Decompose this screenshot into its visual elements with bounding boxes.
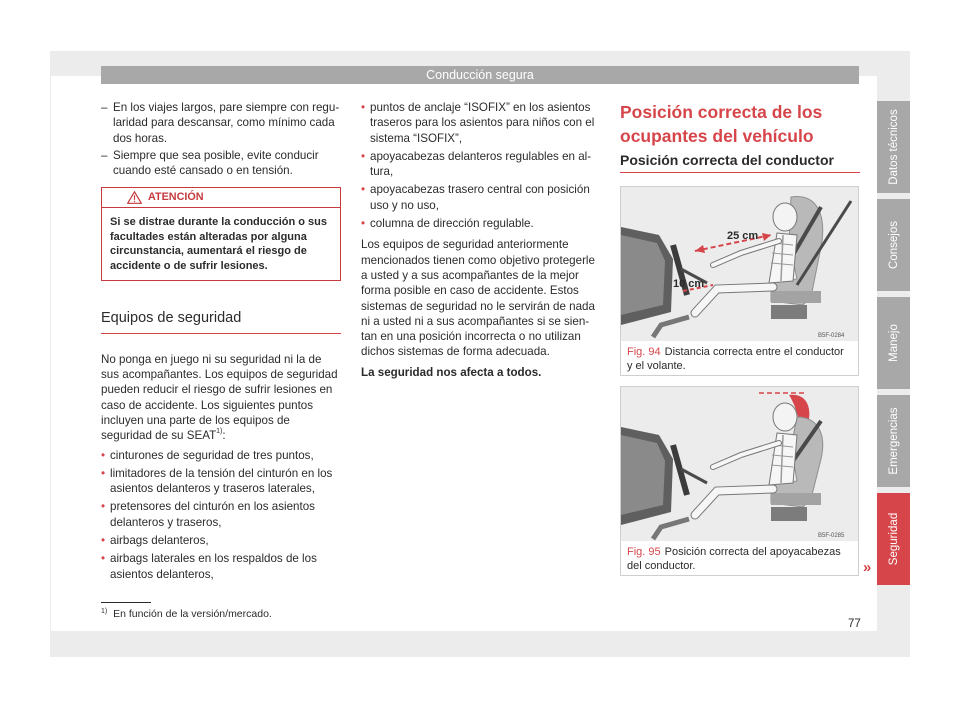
intro-text: No ponga en juego ni su seguridad ni la de sus acompañantes. Los equipos de seguridad pueden reducir el riesgo de sufrir lesiones en caso de accidente. Los siguientes puntos incluyen una parte de los equipos de seguridad de su SEAT xyxy=(101,352,338,443)
tab-seguridad[interactable] xyxy=(877,493,910,585)
list-item: • apoyacabezas trasero central con posición uso y no uso, xyxy=(361,182,601,213)
middle-column xyxy=(361,100,601,380)
tab-datos-tecnicos[interactable] xyxy=(877,101,910,193)
tab-label: Consejos xyxy=(887,221,900,269)
tab-label: Manejo xyxy=(887,324,900,362)
safety-equipment-list-continued xyxy=(361,100,601,231)
left-column xyxy=(101,100,341,585)
list-item: • airbags laterales en los respaldos de los asientos delanteros, xyxy=(101,551,341,582)
distance-label-25cm: 25 cm xyxy=(727,230,759,242)
list-item: • cinturones de seguridad de tres puntos, xyxy=(101,448,341,463)
figure-caption xyxy=(621,341,858,373)
body-paragraph: Los equipos de seguridad anteriormente mencionados tienen como objetivo protegerle a usted y a sus acompañantes de la mejor forma posible en caso de accidente. Estos sistemas de seguridad no le servirán de nada ni a usted ni a sus acompañantes si se sientan en una posición incorrecta o no utilizan dichos sistemas de forma adecuada. xyxy=(361,238,595,359)
list-item: • columna de dirección regulable. xyxy=(361,216,601,231)
list-item: • limitadores de la tensión del cinturón en los asientos delanteros y traseros laterales, xyxy=(101,466,341,497)
footnote-ref[interactable]: 1) xyxy=(216,428,223,436)
tab-consejos[interactable] xyxy=(877,199,910,291)
distance-label-10cm: 10 cm xyxy=(673,278,705,290)
list-item: • apoyacabezas delanteros regulables en altura, xyxy=(361,149,601,180)
warning-header xyxy=(102,188,340,208)
list-item: • airbags delanteros, xyxy=(101,533,341,548)
dash-item: – En los viajes largos, pare siempre con regularidad para descansar, como mínimo cada dos horas. xyxy=(101,100,341,146)
warning-triangle-icon xyxy=(127,191,142,204)
intro-end: : xyxy=(222,429,226,443)
subsection-title: Posición correcta del conductor xyxy=(620,153,860,173)
figure-number: Fig. 95 xyxy=(627,546,661,558)
headrest-position-illustration xyxy=(621,387,858,541)
warning-box xyxy=(101,187,341,281)
tab-label: Emergencias xyxy=(887,407,900,475)
figure-caption-text: Posición correcta del apoyacabezas del conductor. xyxy=(627,546,841,572)
tab-label: Datos técnicos xyxy=(887,109,900,185)
footnote-divider xyxy=(101,602,151,603)
right-column xyxy=(620,100,860,173)
safety-equipment-list xyxy=(101,448,341,582)
tab-label: Seguridad xyxy=(887,512,900,566)
footnote-mark: 1) xyxy=(101,608,108,615)
tab-emergencias[interactable] xyxy=(877,395,910,487)
chapter-title: Posición correcta de los ocupantes del vehículo xyxy=(620,102,823,146)
figure-caption xyxy=(621,541,858,573)
page-number: 77 xyxy=(848,618,861,630)
list-item: • pretensores del cinturón en los asientos delanteros y traseros, xyxy=(101,499,341,530)
closing-statement: La seguridad nos afecta a todos. xyxy=(361,365,542,379)
running-header: Conducción segura xyxy=(101,66,859,84)
figure-number: Fig. 94 xyxy=(627,346,661,358)
footnote-text: En función de la versión/mercado. xyxy=(113,608,272,620)
figure-code: B5F-0285 xyxy=(818,533,845,539)
warning-text: Si se distrae durante la conducción o sus facultades están alteradas por alguna circunstancia, aumentará el riesgo de accidente o de sufrir lesiones. xyxy=(110,216,328,272)
figure-code: B5F-0284 xyxy=(818,333,845,339)
continue-arrow-icon[interactable]: » xyxy=(863,559,872,576)
figure-caption-text: Distancia correcta entre el conductor y el volante. xyxy=(627,346,844,372)
section-heading: Equipos de seguridad xyxy=(101,311,341,333)
list-item: • puntos de anclaje “ISOFIX” en los asientos traseros para los asientos para niños con el sistema “ISOFIX”, xyxy=(361,100,601,146)
footnote xyxy=(101,608,272,620)
figure-94 xyxy=(620,186,859,376)
intro-paragraph xyxy=(101,352,341,444)
figure-95 xyxy=(620,386,859,576)
warning-label: ATENCIÓN xyxy=(148,191,204,204)
dash-item: – Siempre que sea posible, evite conducir cuando esté cansado o en tensión. xyxy=(101,148,341,179)
driver-distance-illustration xyxy=(621,187,858,341)
tab-manejo[interactable] xyxy=(877,297,910,389)
